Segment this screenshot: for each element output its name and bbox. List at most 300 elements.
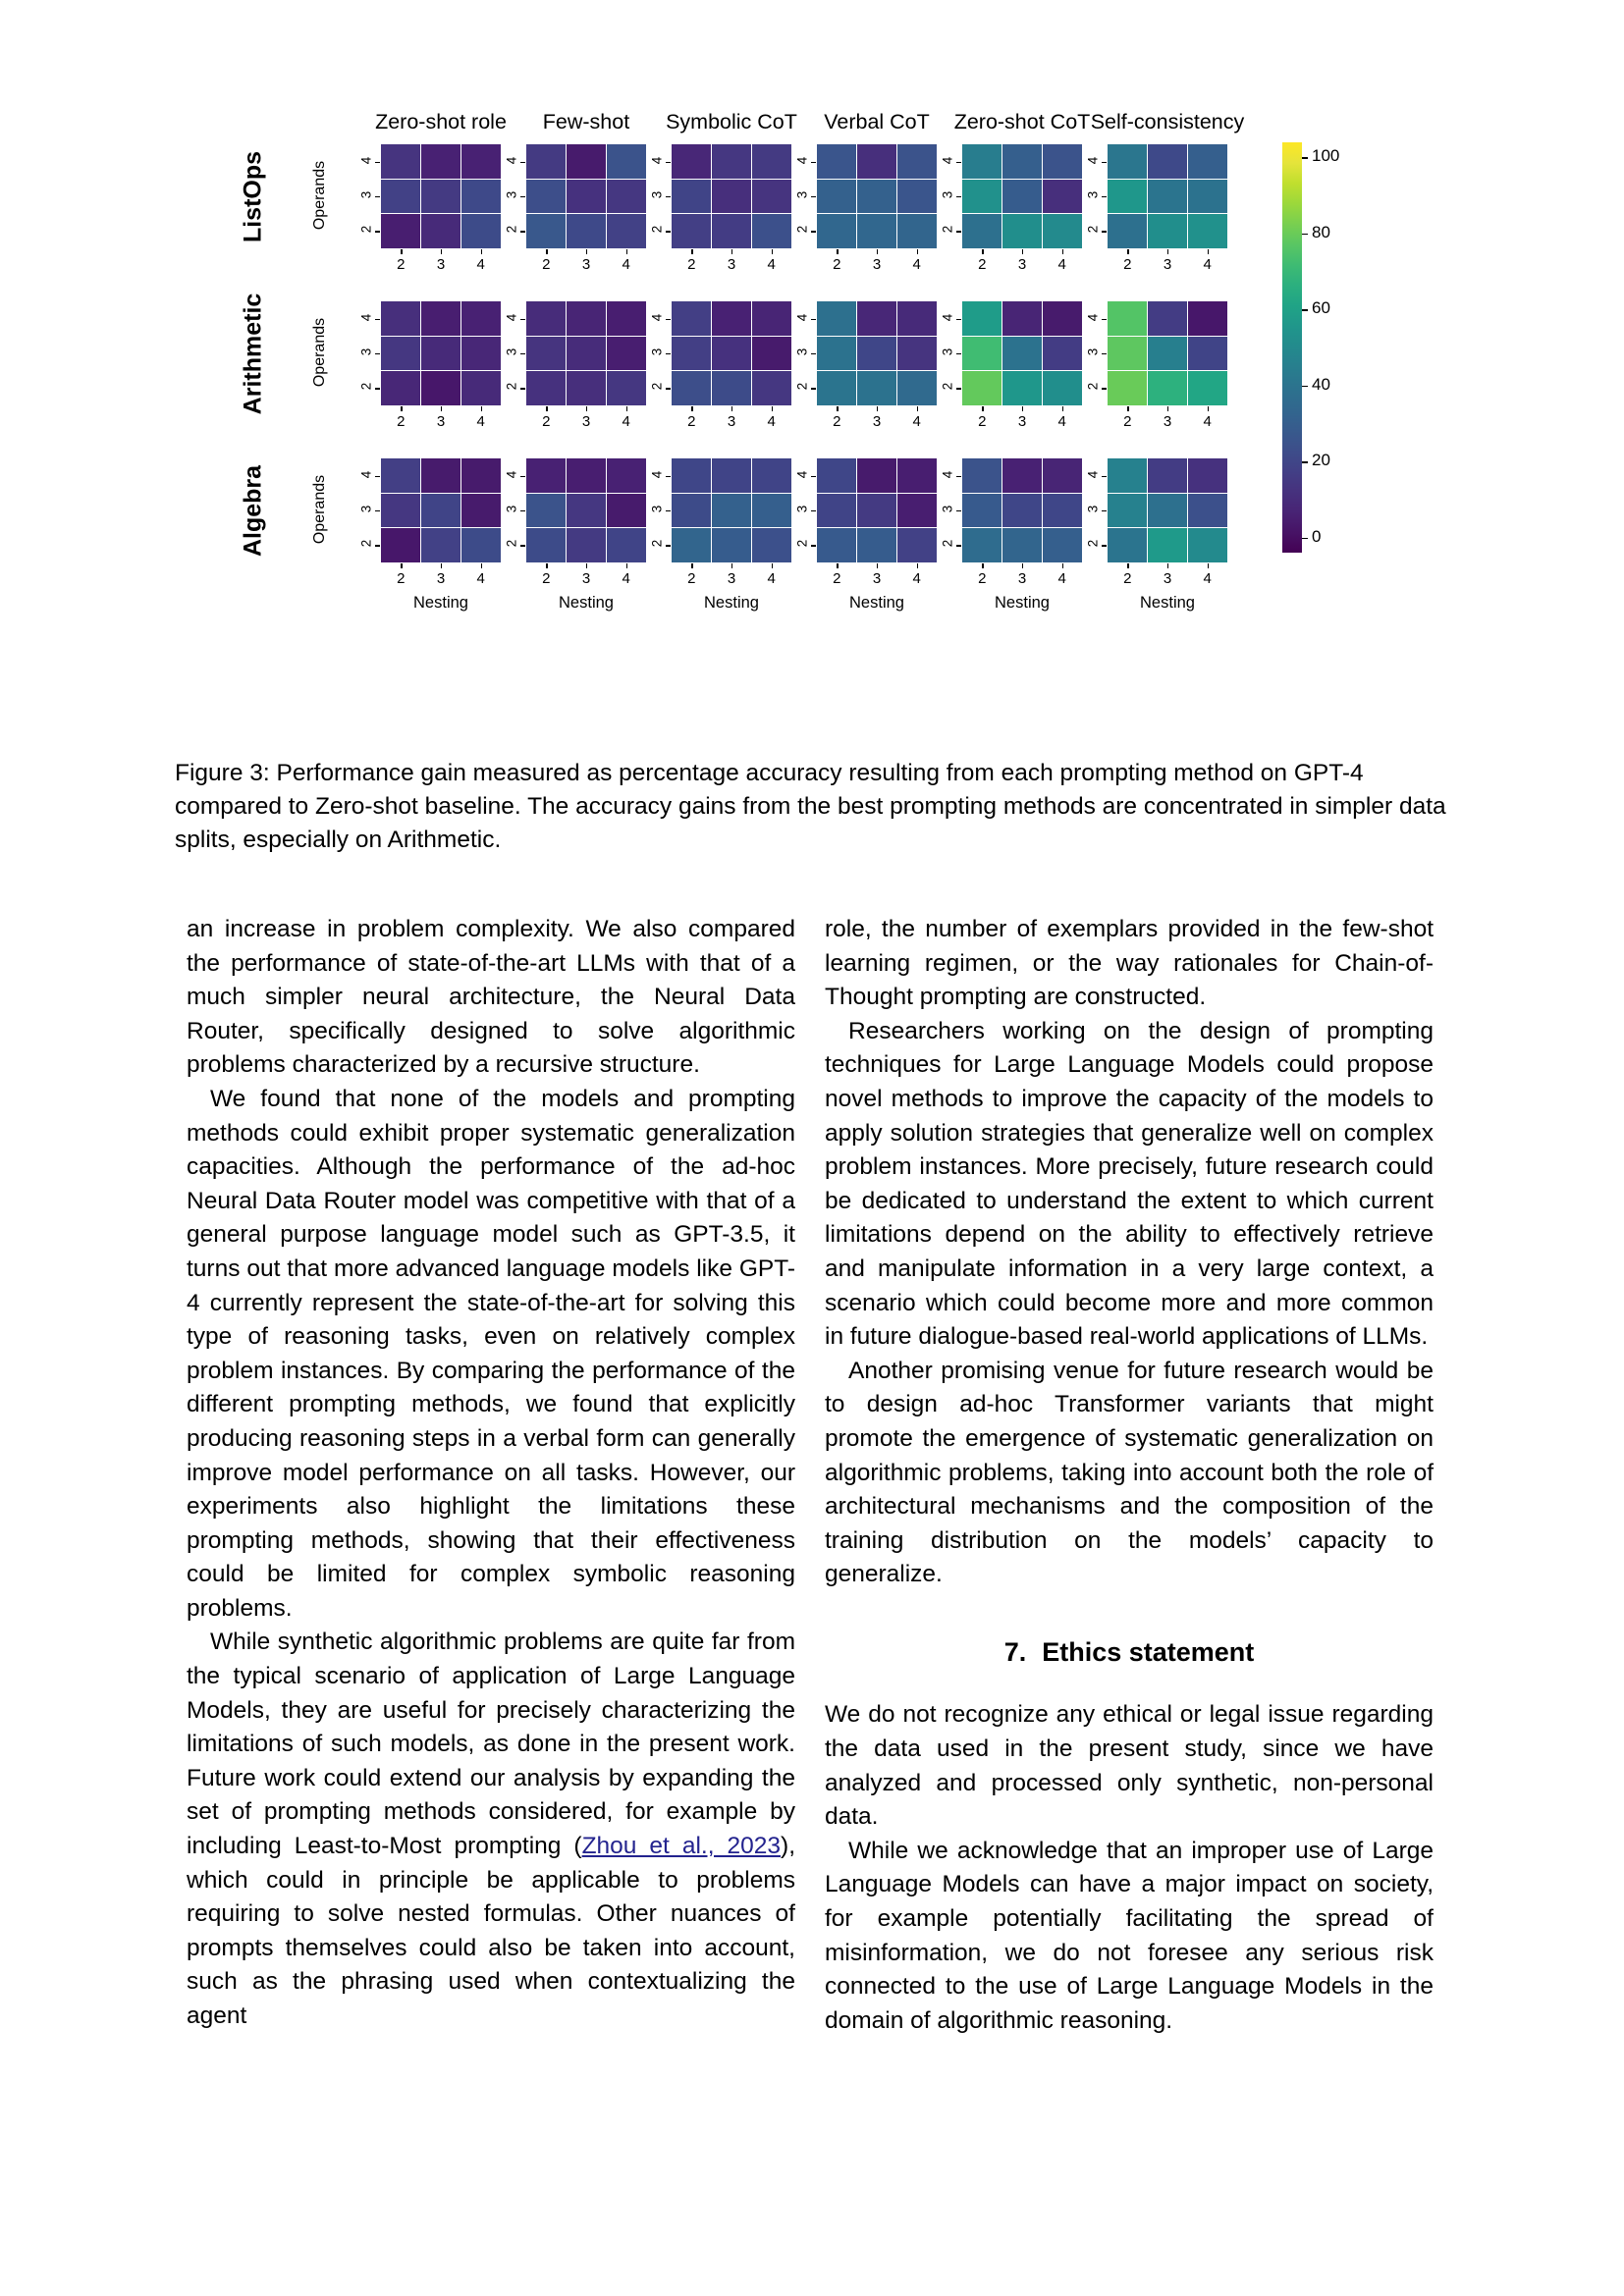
figure-3 <box>175 110 1451 738</box>
heatmap-y-tick-label: 3 <box>794 347 810 356</box>
heatmap-panel <box>962 458 1082 562</box>
heatmap-x-tick-label: 4 <box>767 413 776 430</box>
heatmap-x-tick-mark <box>1208 249 1209 254</box>
heatmap-cell <box>712 528 751 562</box>
heatmap-x-tick-label: 2 <box>1123 413 1132 430</box>
heatmap-y-tick-mark <box>1102 319 1107 320</box>
heatmap-x-tick-label: 3 <box>436 570 446 587</box>
heatmap-y-tick-label: 3 <box>649 505 665 513</box>
heatmap-y-tick-mark <box>666 353 671 354</box>
heatmap-x-tick-mark <box>837 563 838 568</box>
heatmap-x-tick-label: 2 <box>833 570 841 587</box>
heatmap-y-tick-mark <box>520 319 525 320</box>
paragraph-text-before-citation: While synthetic algorithmic problems are quite far from the typical scenario of application of Large Language Models, they are useful for precisely characterizing the limitations of such models, as done in the present work. Future work could extend our analysis by expanding the set of prompting methods considered, for example by including Least-to-Most prompting ( <box>187 1629 795 1860</box>
heatmap-cell <box>1108 458 1147 493</box>
heatmap-x-tick-label: 3 <box>581 570 591 587</box>
heatmap-cell <box>567 214 606 248</box>
heatmap-cell <box>1002 371 1042 405</box>
heatmap-y-tick-mark <box>520 162 525 163</box>
heatmap-y-tick-mark <box>666 510 671 511</box>
heatmap-x-tick-label: 4 <box>1203 570 1212 587</box>
heatmap-cell <box>526 458 566 493</box>
heatmap-x-tick-label: 2 <box>687 256 696 273</box>
heatmap-x-tick-label: 4 <box>622 256 630 273</box>
heatmap-cell <box>461 528 501 562</box>
heatmap-y-tick-mark <box>956 231 961 232</box>
heatmap-y-tick-mark <box>375 545 380 546</box>
heatmap-cell <box>817 458 856 493</box>
heatmap-cell <box>817 180 856 214</box>
heatmap-cell <box>752 494 791 528</box>
heatmap-x-tick-mark <box>546 563 547 568</box>
heatmap-y-tick-mark <box>1102 545 1107 546</box>
heatmap-x-tick-mark <box>731 249 732 254</box>
heatmap-column-title: Symbolic CoT <box>666 110 797 133</box>
heatmap-x-tick-label: 2 <box>833 256 841 273</box>
heatmap-cell <box>1043 180 1082 214</box>
heatmap-x-tick-label: 3 <box>727 413 736 430</box>
heatmap-cell <box>1148 371 1187 405</box>
heatmap-x-tick-mark <box>401 249 402 254</box>
heatmap-cell <box>1188 337 1227 371</box>
heatmap-panel <box>381 458 501 562</box>
heatmap-y-tick-label: 3 <box>1085 505 1101 513</box>
heatmap-cell <box>567 144 606 179</box>
heatmap-cell <box>526 214 566 248</box>
heatmap-cell <box>607 494 646 528</box>
heatmap-cell <box>857 180 896 214</box>
heatmap-y-tick-label: 4 <box>1085 156 1101 164</box>
heatmap-x-tick-mark <box>401 563 402 568</box>
heatmap-x-tick-label: 3 <box>581 256 591 273</box>
heatmap-x-tick-mark <box>877 563 878 568</box>
heatmap-cell <box>857 214 896 248</box>
heatmap-cell <box>672 144 711 179</box>
heatmap-y-tick-mark <box>520 510 525 511</box>
heatmap-y-tick-label: 4 <box>794 470 810 478</box>
heatmap-grid <box>175 110 1451 738</box>
heatmap-cell <box>526 494 566 528</box>
heatmap-cell <box>857 371 896 405</box>
heatmap-cell <box>1002 337 1042 371</box>
heatmap-x-tick-mark <box>877 249 878 254</box>
heatmap-cell <box>526 144 566 179</box>
heatmap-cell <box>607 144 646 179</box>
heatmap-cell <box>381 144 420 179</box>
heatmap-panel <box>817 458 937 562</box>
heatmap-column-title: Few-shot <box>542 110 630 133</box>
heatmap-x-tick-mark <box>982 406 983 411</box>
heatmap-x-tick-label: 4 <box>767 256 776 273</box>
heatmap-y-tick-label: 3 <box>358 505 374 513</box>
heatmap-cell <box>381 337 420 371</box>
heatmap-cell <box>607 214 646 248</box>
heatmap-x-tick-label: 3 <box>727 256 736 273</box>
heatmap-cell <box>461 494 501 528</box>
heatmap-y-tick-mark <box>811 231 816 232</box>
heatmap-y-tick-label: 4 <box>358 470 374 478</box>
heatmap-y-tick-label: 2 <box>504 540 519 548</box>
heatmap-cell <box>1108 337 1147 371</box>
heatmap-y-tick-label: 2 <box>1085 383 1101 391</box>
heatmap-x-axis-title: Nesting <box>995 594 1050 612</box>
heatmap-y-tick-label: 4 <box>940 470 955 478</box>
heatmap-y-tick-mark <box>811 162 816 163</box>
heatmap-y-tick-label: 2 <box>358 383 374 391</box>
heatmap-y-tick-mark <box>666 196 671 197</box>
heatmap-x-tick-mark <box>691 406 692 411</box>
heatmap-y-tick-mark <box>520 231 525 232</box>
heatmap-cell <box>817 214 856 248</box>
heatmap-y-tick-mark <box>520 388 525 389</box>
heatmap-cell <box>461 180 501 214</box>
heatmap-x-tick-label: 4 <box>767 570 776 587</box>
body-column-right <box>825 913 1434 2038</box>
heatmap-cell <box>897 337 937 371</box>
heatmap-cell <box>857 301 896 336</box>
heatmap-y-tick-mark <box>1102 353 1107 354</box>
heatmap-y-tick-mark <box>520 353 525 354</box>
heatmap-cell <box>672 528 711 562</box>
heatmap-cell <box>672 458 711 493</box>
heatmap-cell <box>461 337 501 371</box>
heatmap-x-tick-label: 4 <box>476 570 485 587</box>
heatmap-cell <box>712 180 751 214</box>
heatmap-cell <box>672 337 711 371</box>
heatmap-cell <box>607 180 646 214</box>
heatmap-cell <box>461 144 501 179</box>
heatmap-y-tick-mark <box>956 476 961 477</box>
heatmap-y-tick-label: 2 <box>504 226 519 234</box>
heatmap-cell <box>1148 494 1187 528</box>
heatmap-y-tick-mark <box>375 476 380 477</box>
heatmap-x-tick-mark <box>1127 249 1128 254</box>
colorbar-gradient <box>1282 142 1302 553</box>
heatmap-y-tick-mark <box>666 476 671 477</box>
heatmap-x-tick-mark <box>917 563 918 568</box>
heatmap-cell <box>1002 144 1042 179</box>
heatmap-y-tick-label: 4 <box>940 156 955 164</box>
heatmap-cell <box>1108 144 1147 179</box>
heatmap-cell <box>962 371 1001 405</box>
paragraph: We found that none of the models and prompting methods could exhibit proper systematic generalization capacities. Although the performance of the ad-hoc Neural Data Router model was competitive with that of a general purpose language model such as GPT-3.5, it turns out that more advanced language models like GPT-4 currently represent the state-of-the-art for solving this type of reasoning tasks, even on relatively complex problem instances. By comparing the performance of the different prompting methods, we found that explicitly producing reasoning steps in a verbal form can generally improve model performance on all tasks. However, our experiments also highlight the limitations these prompting methods, showing that their effectiveness could be limited for complex symbolic reasoning problems. <box>187 1085 795 1622</box>
heatmap-cell <box>752 214 791 248</box>
figure-caption-label: Figure 3: <box>175 760 270 786</box>
heatmap-cell <box>1108 494 1147 528</box>
heatmap-cell <box>712 144 751 179</box>
heatmap-cell <box>752 371 791 405</box>
heatmap-y-tick-label: 3 <box>940 505 955 513</box>
heatmap-x-tick-label: 3 <box>872 570 882 587</box>
heatmap-x-tick-mark <box>731 563 732 568</box>
heatmap-y-tick-label: 3 <box>794 190 810 199</box>
heatmap-cell <box>672 180 711 214</box>
heatmap-x-tick-label: 2 <box>1123 570 1132 587</box>
heatmap-y-tick-mark <box>520 196 525 197</box>
heatmap-panel <box>526 458 646 562</box>
heatmap-cell <box>1148 214 1187 248</box>
heatmap-cell <box>607 301 646 336</box>
heatmap-row-title: Algebra <box>239 464 267 558</box>
heatmap-y-tick-mark <box>1102 162 1107 163</box>
heatmap-cell <box>752 458 791 493</box>
colorbar-tick-mark <box>1302 461 1308 463</box>
heatmap-cell <box>461 301 501 336</box>
heatmap-row-title: ListOps <box>239 150 267 243</box>
paragraph: Researchers working on the design of prompting techniques for Large Language Models could propose novel methods to improve the capacity of the models to apply solution strategies that generalize well on complex problem instances. More precisely, future research could be dedicated to understand the extent to which current limitations depend on the ability to effectively retrieve and manipulate information in a very large context, a scenario which could become more and more common in future dialogue-based real-world applications of LLMs. <box>825 1017 1434 1351</box>
heatmap-x-tick-mark <box>877 406 878 411</box>
heatmap-cell <box>962 144 1001 179</box>
heatmap-y-tick-label: 3 <box>504 347 519 356</box>
heatmap-panel <box>817 144 937 248</box>
heatmap-cell <box>1108 528 1147 562</box>
heatmap-cell <box>897 371 937 405</box>
heatmap-x-tick-label: 3 <box>1017 256 1027 273</box>
heatmap-cell <box>567 180 606 214</box>
heatmap-cell <box>752 528 791 562</box>
heatmap-cell <box>567 528 606 562</box>
heatmap-cell <box>1188 214 1227 248</box>
heatmap-cell <box>752 337 791 371</box>
body-column-left <box>187 913 795 2034</box>
heatmap-cell <box>421 180 460 214</box>
heatmap-cell <box>1188 458 1227 493</box>
heatmap-cell <box>1188 371 1227 405</box>
heatmap-cell <box>421 214 460 248</box>
heatmap-y-tick-label: 3 <box>358 347 374 356</box>
heatmap-cell <box>381 494 420 528</box>
heatmap-y-tick-mark <box>375 162 380 163</box>
heatmap-x-tick-label: 2 <box>687 413 696 430</box>
colorbar-tick-mark <box>1302 538 1308 540</box>
heatmap-x-tick-mark <box>586 406 587 411</box>
heatmap-x-tick-mark <box>1127 406 1128 411</box>
heatmap-cell <box>1108 371 1147 405</box>
heatmap-y-tick-label: 2 <box>649 540 665 548</box>
heatmap-y-tick-label: 4 <box>940 313 955 321</box>
heatmap-x-tick-mark <box>626 249 627 254</box>
heatmap-x-tick-label: 3 <box>581 413 591 430</box>
colorbar-tick-label: 80 <box>1312 222 1330 241</box>
heatmap-x-tick-mark <box>837 406 838 411</box>
heatmap-cell <box>421 144 460 179</box>
heatmap-cell <box>897 528 937 562</box>
heatmap-cell <box>712 301 751 336</box>
heatmap-panel <box>381 144 501 248</box>
heatmap-x-tick-mark <box>837 249 838 254</box>
heatmap-cell <box>381 371 420 405</box>
heatmap-y-tick-label: 4 <box>1085 470 1101 478</box>
colorbar-tick-label: 40 <box>1312 374 1330 394</box>
heatmap-x-tick-label: 3 <box>1017 413 1027 430</box>
heatmap-cell <box>897 214 937 248</box>
heatmap-y-tick-label: 2 <box>649 383 665 391</box>
heatmap-y-tick-label: 2 <box>794 226 810 234</box>
heatmap-y-tick-label: 4 <box>504 156 519 164</box>
heatmap-y-tick-mark <box>1102 476 1107 477</box>
heatmap-y-tick-mark <box>956 510 961 511</box>
heatmap-cell <box>712 337 751 371</box>
heatmap-cell <box>567 494 606 528</box>
heatmap-x-tick-mark <box>1127 563 1128 568</box>
heatmap-panel <box>381 301 501 405</box>
heatmap-y-tick-label: 3 <box>794 505 810 513</box>
heatmap-x-axis-title: Nesting <box>413 594 468 612</box>
heatmap-cell <box>962 301 1001 336</box>
heatmap-cell <box>817 301 856 336</box>
heatmap-cell <box>712 371 751 405</box>
heatmap-y-tick-label: 3 <box>649 347 665 356</box>
heatmap-y-tick-label: 4 <box>358 313 374 321</box>
heatmap-y-tick-label: 3 <box>940 190 955 199</box>
heatmap-row-title: Arithmetic <box>239 293 267 415</box>
colorbar <box>1282 142 1306 553</box>
heatmap-x-tick-mark <box>982 563 983 568</box>
heatmap-y-tick-mark <box>520 545 525 546</box>
colorbar-tick-mark <box>1302 234 1308 236</box>
figure-caption-text: Performance gain measured as percentage accuracy resulting from each prompting method on GPT-4 compared to Zero-shot baseline. The accuracy gains from the best prompting methods are concentrated in simpler data splits, especially on Arithmetic. <box>175 760 1446 853</box>
heatmap-y-tick-label: 4 <box>504 470 519 478</box>
heatmap-y-tick-label: 2 <box>940 383 955 391</box>
heatmap-panel <box>962 144 1082 248</box>
heatmap-x-tick-label: 3 <box>1163 570 1172 587</box>
heatmap-x-tick-mark <box>1062 249 1063 254</box>
heatmap-x-tick-label: 3 <box>872 256 882 273</box>
heatmap-y-tick-mark <box>520 476 525 477</box>
heatmap-x-tick-label: 2 <box>397 413 406 430</box>
heatmap-cell <box>1043 301 1082 336</box>
heatmap-y-tick-label: 4 <box>649 156 665 164</box>
heatmap-x-tick-label: 4 <box>1203 413 1212 430</box>
heatmap-x-tick-mark <box>441 406 442 411</box>
heatmap-cell <box>607 371 646 405</box>
heatmap-y-tick-mark <box>666 319 671 320</box>
heatmap-cell <box>1043 144 1082 179</box>
heatmap-y-tick-mark <box>375 319 380 320</box>
citation-link-zhou-2023[interactable]: Zhou et al., 2023 <box>581 1833 782 1860</box>
heatmap-x-tick-mark <box>1022 406 1023 411</box>
heatmap-cell <box>712 494 751 528</box>
heatmap-x-tick-mark <box>441 249 442 254</box>
heatmap-x-tick-mark <box>917 406 918 411</box>
heatmap-x-tick-mark <box>917 249 918 254</box>
heatmap-panel <box>672 144 791 248</box>
heatmap-y-tick-mark <box>1102 388 1107 389</box>
heatmap-y-tick-label: 4 <box>504 313 519 321</box>
heatmap-cell <box>712 214 751 248</box>
heatmap-x-tick-label: 4 <box>476 256 485 273</box>
heatmap-cell <box>897 494 937 528</box>
heatmap-y-tick-mark <box>666 388 671 389</box>
heatmap-cell <box>897 301 937 336</box>
heatmap-x-axis-title: Nesting <box>704 594 759 612</box>
heatmap-cell <box>962 494 1001 528</box>
heatmap-y-tick-label: 2 <box>1085 540 1101 548</box>
heatmap-x-tick-label: 4 <box>622 570 630 587</box>
heatmap-x-tick-mark <box>1208 406 1209 411</box>
heatmap-x-tick-mark <box>481 563 482 568</box>
heatmap-cell <box>381 458 420 493</box>
heatmap-cell <box>1188 494 1227 528</box>
heatmap-y-axis-title: Operands <box>311 160 328 231</box>
heatmap-x-tick-label: 2 <box>978 413 987 430</box>
heatmap-x-tick-mark <box>772 249 773 254</box>
heatmap-x-tick-label: 4 <box>476 413 485 430</box>
heatmap-cell <box>1043 371 1082 405</box>
heatmap-cell <box>1002 301 1042 336</box>
heatmap-cell <box>1002 528 1042 562</box>
paragraph: We do not recognize any ethical or legal issue regarding the data used in the present study, since we have analyzed and processed only synthetic, non-personal data. <box>825 1701 1434 1831</box>
heatmap-x-tick-mark <box>1167 249 1168 254</box>
heatmap-cell <box>857 337 896 371</box>
heatmap-x-tick-label: 3 <box>872 413 882 430</box>
heatmap-y-tick-mark <box>811 388 816 389</box>
heatmap-x-tick-mark <box>1022 249 1023 254</box>
heatmap-x-tick-mark <box>546 249 547 254</box>
heatmap-cell <box>1043 214 1082 248</box>
heatmap-panel <box>962 301 1082 405</box>
heatmap-cell <box>752 301 791 336</box>
heatmap-cell <box>1043 494 1082 528</box>
heatmap-cell <box>1148 144 1187 179</box>
heatmap-x-tick-mark <box>691 249 692 254</box>
heatmap-x-tick-label: 2 <box>978 256 987 273</box>
heatmap-cell <box>857 458 896 493</box>
heatmap-x-tick-mark <box>691 563 692 568</box>
colorbar-tick-mark <box>1302 386 1308 388</box>
colorbar-tick-mark <box>1302 309 1308 311</box>
heatmap-cell <box>567 337 606 371</box>
heatmap-cell <box>1108 301 1147 336</box>
heatmap-y-tick-label: 3 <box>940 347 955 356</box>
heatmap-cell <box>1148 458 1187 493</box>
heatmap-y-tick-mark <box>666 231 671 232</box>
heatmap-column-title: Zero-shot role <box>375 110 507 133</box>
heatmap-cell <box>421 337 460 371</box>
heatmap-y-tick-label: 2 <box>358 540 374 548</box>
heatmap-cell <box>1043 528 1082 562</box>
heatmap-y-tick-mark <box>1102 231 1107 232</box>
heatmap-x-tick-label: 3 <box>1017 570 1027 587</box>
heatmap-y-tick-label: 4 <box>358 156 374 164</box>
heatmap-x-tick-label: 2 <box>397 256 406 273</box>
heatmap-cell <box>381 301 420 336</box>
heatmap-y-tick-mark <box>666 545 671 546</box>
heatmap-x-tick-label: 4 <box>1057 570 1066 587</box>
section-heading-ethics-statement <box>825 1635 1434 1670</box>
heatmap-x-tick-mark <box>1208 563 1209 568</box>
heatmap-x-tick-mark <box>586 563 587 568</box>
heatmap-y-tick-mark <box>666 162 671 163</box>
colorbar-tick-label: 100 <box>1312 146 1340 166</box>
heatmap-y-tick-mark <box>811 476 816 477</box>
heatmap-y-tick-label: 3 <box>504 190 519 199</box>
paragraph: While we acknowledge that an improper use of Large Language Models can have a major impact on society, for example potentially facilitating the spread of misinformation, we do not foresee any serious risk connected to the use of Large Language Models in the domain of algorithmic reasoning. <box>825 1837 1434 2034</box>
heatmap-cell <box>526 371 566 405</box>
heatmap-cell <box>1002 180 1042 214</box>
heatmap-cell <box>421 494 460 528</box>
heatmap-cell <box>421 371 460 405</box>
heatmap-cell <box>962 458 1001 493</box>
heatmap-column-title: Zero-shot CoT <box>953 110 1091 133</box>
heatmap-y-tick-label: 3 <box>1085 190 1101 199</box>
heatmap-y-tick-mark <box>375 388 380 389</box>
heatmap-cell <box>381 528 420 562</box>
heatmap-x-tick-mark <box>1167 563 1168 568</box>
section-title: Ethics statement <box>1042 1636 1255 1667</box>
heatmap-panel <box>1108 301 1227 405</box>
heatmap-y-tick-mark <box>375 353 380 354</box>
